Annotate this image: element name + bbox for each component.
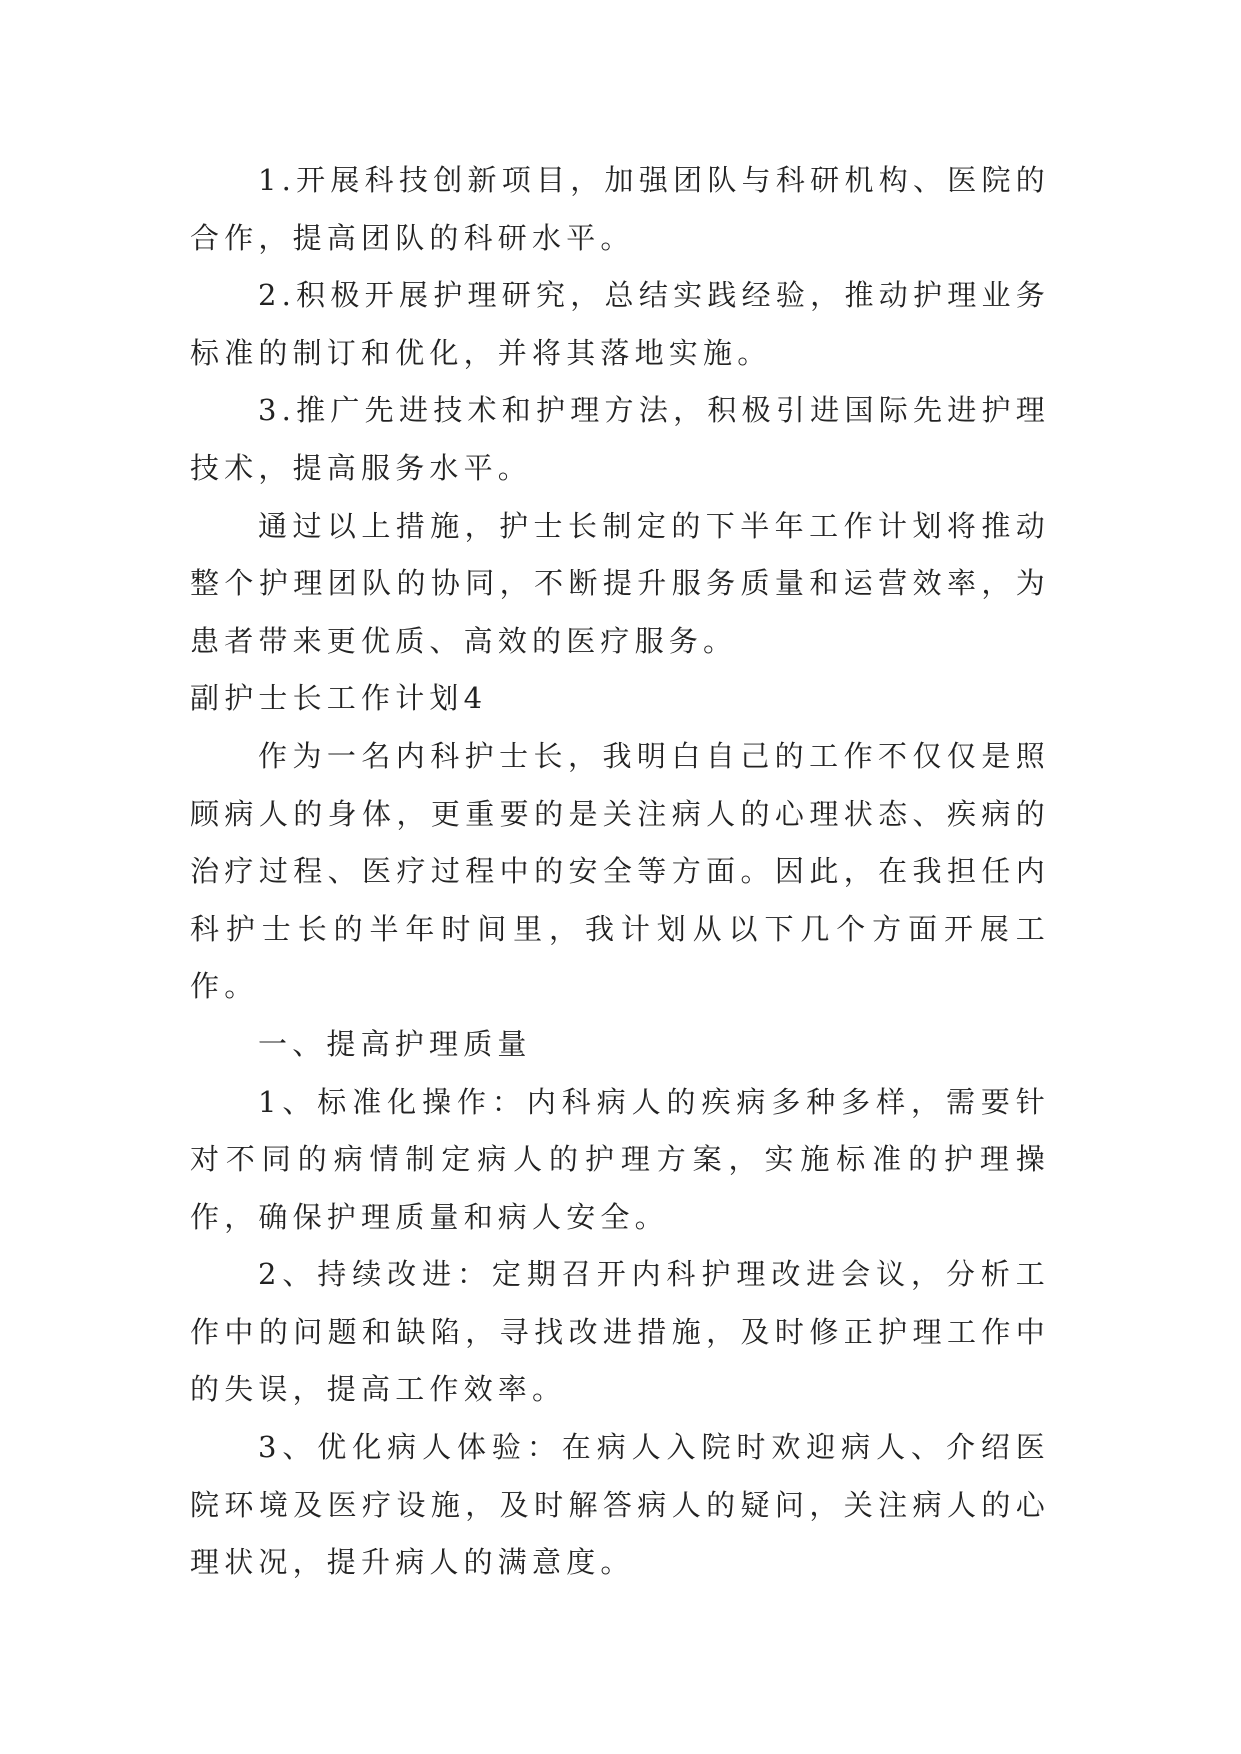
paragraph-3: 3.推广先进技术和护理方法，积极引进国际先进护理技术，提高服务水平。 [190, 393, 1050, 485]
section-heading: 副护士长工作计划4 [190, 681, 488, 716]
paragraph-9: 2、持续改进：定期召开内科护理改进会议，分析工作中的问题和缺陷，寻找改进措施，及时修正护理工作中的失误，提高工作效率。 [190, 1257, 1050, 1407]
paragraph-10: 3、优化病人体验：在病人入院时欢迎病人、介绍医院环境及医疗设施，及时解答病人的疑问，关注病人的心理状况，提升病人的满意度。 [190, 1430, 1050, 1580]
subheading-1: 一、提高护理质量 [258, 1026, 532, 1061]
paragraph-6: 作为一名内科护士长，我明白自己的工作不仅仅是照顾病人的身体，更重要的是关注病人的心理状态、疾病的治疗过程、医疗过程中的安全等方面。因此，在我担任内科护士长的半年时间里，我计划从以下几个方面开展工作。 [190, 738, 1050, 1004]
paragraph-4: 通过以上措施，护士长制定的下半年工作计划将推动整个护理团队的协同，不断提升服务质量和运营效率，为患者带来更优质、高效的医疗服务。 [190, 508, 1050, 658]
document-page [190, 152, 1050, 1592]
paragraph-2: 2.积极开展护理研究，总结实践经验，推动护理业务标准的制订和优化，并将其落地实施。 [190, 278, 1050, 370]
paragraph-8: 1、标准化操作：内科病人的疾病多种多样，需要针对不同的病情制定病人的护理方案，实施标准的护理操作，确保护理质量和病人安全。 [190, 1084, 1050, 1234]
paragraph-1: 1.开展科技创新项目，加强团队与科研机构、医院的合作，提高团队的科研水平。 [190, 163, 1050, 255]
